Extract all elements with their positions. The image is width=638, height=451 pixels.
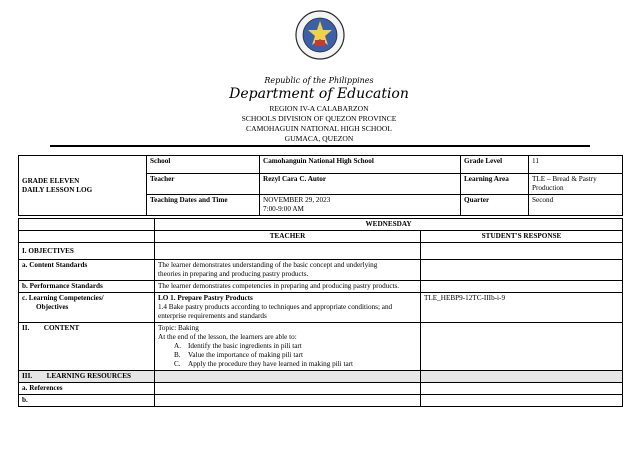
objective-marker: A. bbox=[174, 342, 181, 350]
department-title: Department of Education bbox=[229, 86, 409, 102]
response-column-header: STUDENT'S RESPONSE bbox=[421, 231, 623, 243]
dates-label: Teaching Dates and Time bbox=[147, 195, 260, 216]
objective-item bbox=[174, 342, 417, 351]
log-title: DAILY LESSON LOG bbox=[22, 185, 93, 194]
time-value: 7:00-9:00 AM bbox=[263, 205, 304, 213]
objectives-heading: I. OBJECTIVES bbox=[19, 243, 155, 260]
school-label: School bbox=[147, 156, 260, 174]
day-header: WEDNESDAY bbox=[155, 219, 623, 231]
lesson-info-table bbox=[18, 155, 623, 216]
republic-line: Republic of the Philippines bbox=[264, 76, 374, 85]
objective-item bbox=[174, 360, 417, 369]
objectives-list bbox=[158, 342, 417, 369]
content-standards-line-1: The learner demonstrates understanding of the basic concept and underlying bbox=[158, 261, 378, 269]
objective-text: Value the importance of making pili tart bbox=[188, 351, 303, 359]
learning-area-line-2: Production bbox=[532, 184, 564, 192]
objective-marker: B. bbox=[174, 351, 181, 359]
learning-area-line-1: TLE – Bread & Pastry bbox=[532, 175, 597, 183]
references-label: a. References bbox=[19, 383, 155, 395]
grade-level-label: Grade Level bbox=[461, 156, 529, 174]
region-line: REGION IV-A CALABARZON bbox=[269, 104, 369, 113]
teacher-label: Teacher bbox=[147, 174, 260, 195]
quarter-value: Second bbox=[529, 195, 623, 216]
school-line: CAMOHAGUIN NATIONAL HIGH SCHOOL bbox=[246, 124, 392, 133]
resources-heading: III. LEARNING RESOURCES bbox=[19, 371, 155, 383]
content-heading: II. CONTENT bbox=[19, 323, 155, 371]
dates-value bbox=[260, 195, 461, 216]
topic: Topic: Baking bbox=[158, 324, 199, 332]
header-divider bbox=[50, 145, 590, 147]
lo-title: LO 1. Prepare Pastry Products bbox=[158, 294, 253, 302]
b-label: b. bbox=[19, 395, 155, 407]
content-standards-line-2: theories in preparing and producing pastry products. bbox=[158, 270, 309, 278]
lo-line-2: enterprise requirements and standards bbox=[158, 312, 267, 320]
lo-line-1: 1.4 Bake pastry products according to techniques and appropriate conditions; and bbox=[158, 303, 393, 311]
intro: At the end of the lesson, the learners are able to: bbox=[158, 333, 297, 341]
quarter-label: Quarter bbox=[461, 195, 529, 216]
learning-area-value bbox=[529, 174, 623, 195]
competencies-label-line-2: Objectives bbox=[36, 303, 69, 311]
objective-item bbox=[174, 351, 417, 360]
division-line: SCHOOLS DIVISION OF QUEZON PROVINCE bbox=[241, 114, 397, 123]
content-value bbox=[155, 323, 421, 371]
location-line: GUMACA, QUEZON bbox=[284, 134, 354, 143]
deped-seal-logo bbox=[295, 10, 345, 60]
grade-level-value: 11 bbox=[529, 156, 623, 174]
objective-marker: C. bbox=[174, 360, 181, 368]
competencies-value bbox=[155, 293, 421, 323]
content-standards-label: a. Content Standards bbox=[19, 260, 155, 281]
learning-area-label: Learning Area bbox=[461, 174, 529, 195]
lesson-plan-table bbox=[18, 218, 623, 407]
grade-title-cell bbox=[19, 156, 147, 216]
performance-standards-value: The learner demonstrates competencies in preparing and producing pastry products. bbox=[155, 281, 421, 293]
lo-code: TLE_HEBP9-12TC-IIIb-i-9 bbox=[421, 293, 623, 323]
competencies-label bbox=[19, 293, 155, 323]
competencies-label-line-1: c. Learning Competencies/ bbox=[22, 294, 104, 302]
grade-title: GRADE ELEVEN bbox=[22, 176, 80, 185]
teacher-value: Rezyl Cara C. Autor bbox=[260, 174, 461, 195]
content-standards-value bbox=[155, 260, 421, 281]
school-value: Camohanguin National High School bbox=[260, 156, 461, 174]
date-value: NOVEMBER 29, 2023 bbox=[263, 196, 331, 204]
objective-text: Identify the basic ingredients in pili tart bbox=[188, 342, 302, 350]
performance-standards-label: b. Performance Standards bbox=[19, 281, 155, 293]
objective-text: Apply the procedure they have learned in making pili tart bbox=[188, 360, 354, 368]
teacher-column-header: TEACHER bbox=[155, 231, 421, 243]
